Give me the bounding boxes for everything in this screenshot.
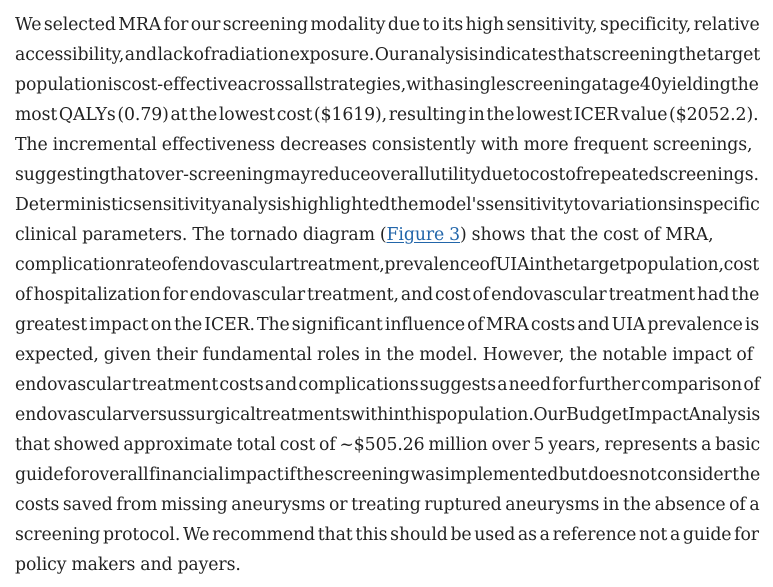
text-line: complication rate of endovascular treatment, prevalence of UIA in the target population, cost xyxy=(15,255,760,275)
text-line: greatest impact on the ICER. The significant influence of MRA costs and UIA prevalence is xyxy=(15,315,760,335)
text-line-with-link xyxy=(15,220,760,250)
text-line: policy makers and payers. xyxy=(15,555,241,575)
figure-3-link[interactable]: Figure 3 xyxy=(386,225,461,245)
text-line: The incremental effectiveness decreases consistently with more frequent screenings, xyxy=(15,135,753,155)
text-line: screening protocol. We recommend that this should be used as a reference not a guide for xyxy=(15,525,759,545)
text-line: guide for overall financial impact if the screening was implemented but does not consider the xyxy=(15,465,761,485)
text-line: most QALYs (0.79) at the lowest cost ($1619), resulting in the lowest ICER value ($2052.2). xyxy=(15,105,759,125)
text-line: that showed approximate total cost of ~$505.26 million over 5 years, represents a basic xyxy=(15,435,761,455)
text-line: Deterministic sensitivity analysis highlighted the model's sensitivity to variations in specific xyxy=(15,195,760,215)
text-line: expected, given their fundamental roles in the model. However, the notable impact of xyxy=(15,345,754,365)
text-line: costs saved from missing aneurysms or treating ruptured aneurysms in the absence of a xyxy=(15,495,760,515)
text-segment: ) shows that the cost of MRA, xyxy=(460,225,714,245)
discussion-paragraph xyxy=(15,10,760,580)
text-line: accessibility, and lack of radiation exposure. Our analysis indicates that screening the target xyxy=(15,45,761,65)
text-segment: clinical parameters. The tornado diagram ( xyxy=(15,225,387,245)
text-line: of hospitalization for endovascular treatment, and cost of endovascular treatment had the xyxy=(15,285,760,305)
text-line: suggesting that over-screening may reduce overall utility due to cost of repeated screenings. xyxy=(15,165,759,185)
text-line: population is cost-effective across all strategies, with a single screening at age 40 yielding the xyxy=(15,75,759,95)
text-line: endovascular versus surgical treatments within this population. Our Budget Impact Analysis xyxy=(15,405,761,425)
text-line: endovascular treatment costs and complications suggests a need for further comparison of xyxy=(15,375,760,395)
text-line: We selected MRA for our screening modality due to its high sensitivity, specificity, relative xyxy=(15,15,760,35)
